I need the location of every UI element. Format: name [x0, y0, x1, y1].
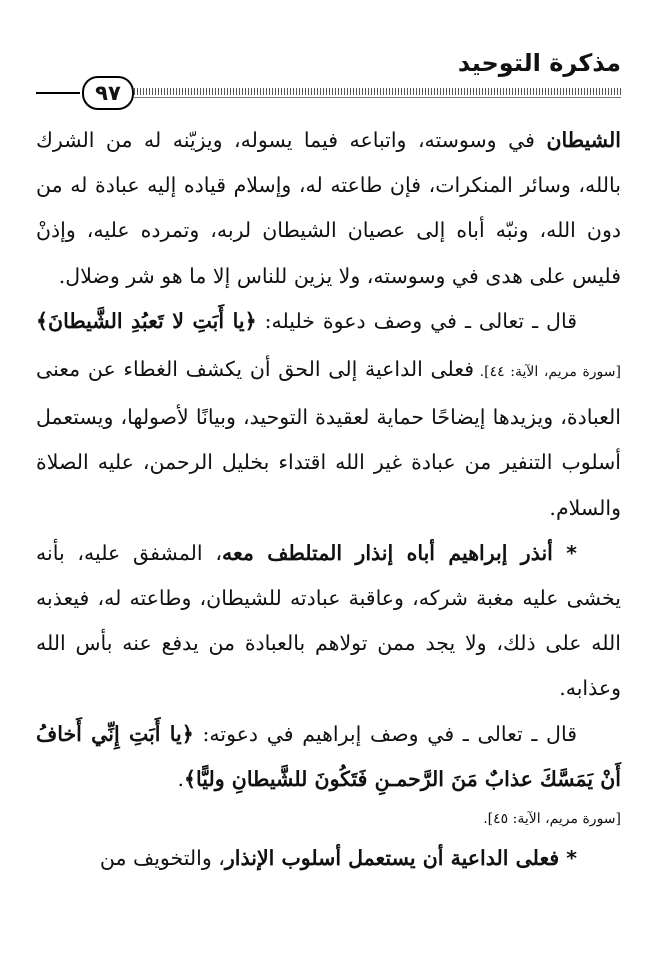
paragraph-4 — [36, 712, 621, 802]
verse-citation: [سورة مريم، الآية: ٤٤]. — [474, 364, 621, 381]
header-rule — [134, 97, 621, 98]
header-rule-left — [36, 92, 80, 94]
header-ornament-band — [134, 88, 621, 95]
verse-citation: [سورة مريم، الآية: ٤٥]. — [483, 811, 621, 828]
paragraph-1 — [36, 118, 621, 299]
paragraph-text: قال ـ تعالى ـ في وصف إبراهيم في دعوته: — [193, 721, 577, 746]
paragraph-2 — [36, 299, 621, 531]
paragraph-text: فعلى الداعية إلى الحق أن يكشف الغطاء عن معنى العبادة، ويزيدها إيضاحًا حماية لعقيدة التوحيد، وبيانًا لأصولها، ويستعمل أسلوب التنفير من عبادة غير الله اقتداء بخليل الرحمن، عليه الصلاة والسلام. — [36, 357, 621, 520]
running-header — [36, 48, 621, 105]
asterisk-bullet-icon: * — [552, 540, 577, 565]
paragraph-text: . — [177, 766, 185, 791]
paragraph-text: في وسوسته، واتباعه فيما يسوله، ويزيّنه له من الشرك بالله، وسائر المنكرات، فإن طاعته له، وإسلام قياده إليه عبادة له من دون الله، ونبّه أباه إلى عصيان الشيطان لربه، وتمرده عليه، وإذنْ فليس على هدى في وسوسته، ولا يزين للناس إلا ما هو شر وضلال. — [36, 128, 621, 288]
paragraph-3 — [36, 531, 621, 712]
page-number: ٩٧ — [82, 76, 134, 110]
paragraph-text: قال ـ تعالى ـ في وصف دعوة خليله: — [256, 308, 577, 333]
paragraph-5 — [36, 836, 621, 881]
emphasis-text: الشيطان — [546, 128, 621, 152]
emphasis-text: أنذر إبراهيم أباه إنذار المتلطف معه — [221, 540, 553, 565]
paragraph-text: ، المشفق عليه، بأنه يخشى عليه مغبة شركه، وعاقبة عبادته للشيطان، وطاعته له، فيعذبه الله على ذلك، ولا يجد ممن تولاهم بالعبادة من يدفع عنه بأس الله وعذابه. — [36, 540, 621, 701]
book-title: مذكرة التوحيد — [457, 49, 621, 77]
quran-verse: ﴿يا أَبَتِ إِنِّي أَخافُ أَنْ يَمَسَّكَ عذابٌ مَنَ الرَّحمـنِ فَتَكُونَ للشَّيطانِ وليًّا﴾ — [36, 721, 621, 791]
paragraph-text: ، والتخويف من — [99, 846, 225, 871]
quran-verse: ﴿يا أَبَتِ لا تَعبُدِ الشَّيطانَ﴾ — [36, 308, 257, 333]
emphasis-text: فعلى الداعية أن يستعمل أسلوب الإنذار — [224, 846, 560, 871]
asterisk-bullet-icon: * — [559, 846, 577, 871]
page-body — [36, 118, 621, 881]
verse-citation-line — [36, 802, 621, 836]
